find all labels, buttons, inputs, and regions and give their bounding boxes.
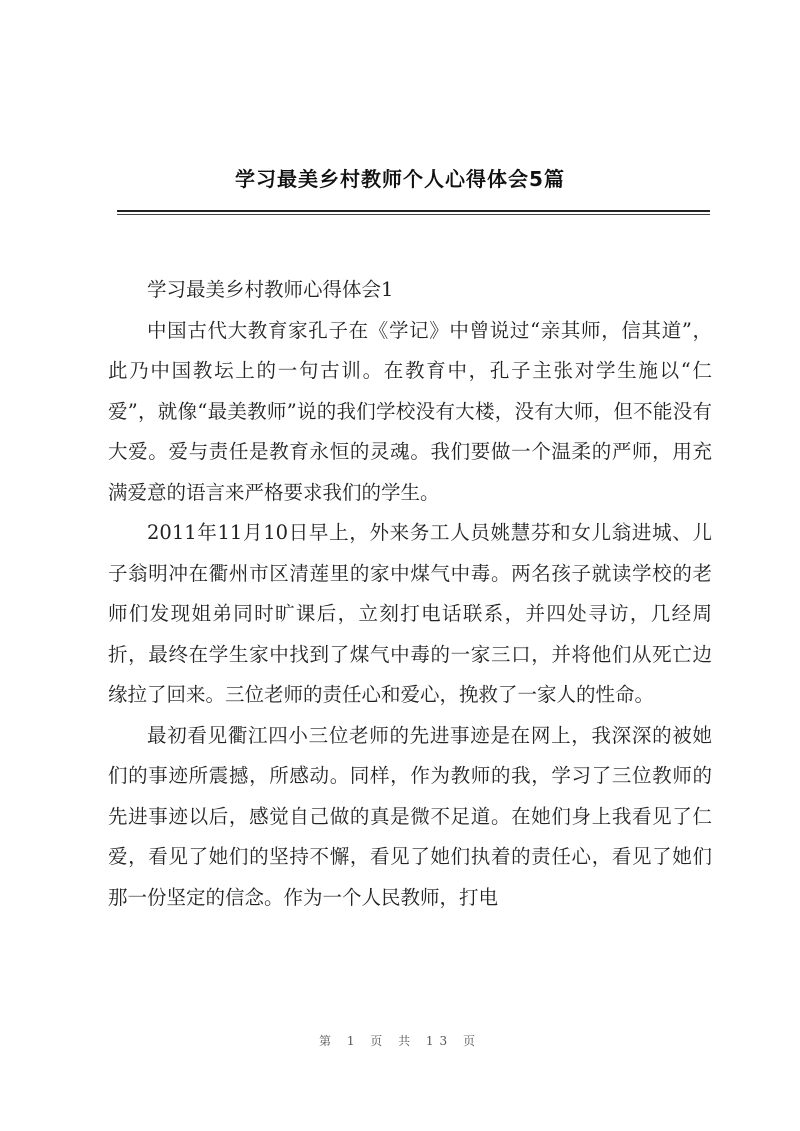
paragraph-3: 最初看见衢江四小三位老师的先进事迹是在网上，我深深的被她们的事迹所震撼，所感动。同样，作为教师的我，学习了三位教师的先进事迹以后，感觉自己做的真是微不足道。在她们身上我看见了仁爱，看见了她们的坚持不懈，看见了她们执着的责任心，看见了她们那一份坚定的信念。作为一个人民教师，打电: [108, 723, 712, 909]
paragraph-2: 2011年11月10日早上，外来务工人员姚慧芬和女儿翁进城、儿子翁明冲在衢州市区清莲里的家中煤气中毒。两名孩子就读学校的老师们发现姐弟同时旷课后，立刻打电话联系，并四处寻访，几经周折，最终在学生家中找到了煤气中毒的一家三口，并将他们从死亡边缘拉了回来。三位老师的责任心和爱心，挽救了一家人的性命。: [108, 521, 712, 706]
title-divider-thin: [117, 214, 710, 215]
paragraph-1: 中国古代大教育家孔子在《学记》中曾说过“亲其师，信其道”，此乃中国教坛上的一句古训。在教育中，孔子主张对学生施以“仁爱”，就像“最美教师”说的我们学校没有大楼，没有大师，但不能没有大爱。爱与责任是教育永恒的灵魂。我们要做一个温柔的严师，用充满爱意的语言来严格要求我们的学生。: [108, 318, 712, 504]
document-title: 学习最美乡村教师个人心得体会5篇: [235, 167, 565, 191]
document-body: [108, 270, 712, 918]
title-divider: [117, 210, 710, 212]
section-heading: 学习最美乡村教师心得体会1: [147, 278, 394, 301]
page-number-footer: 第 1 页 共 13 页: [319, 1034, 481, 1048]
